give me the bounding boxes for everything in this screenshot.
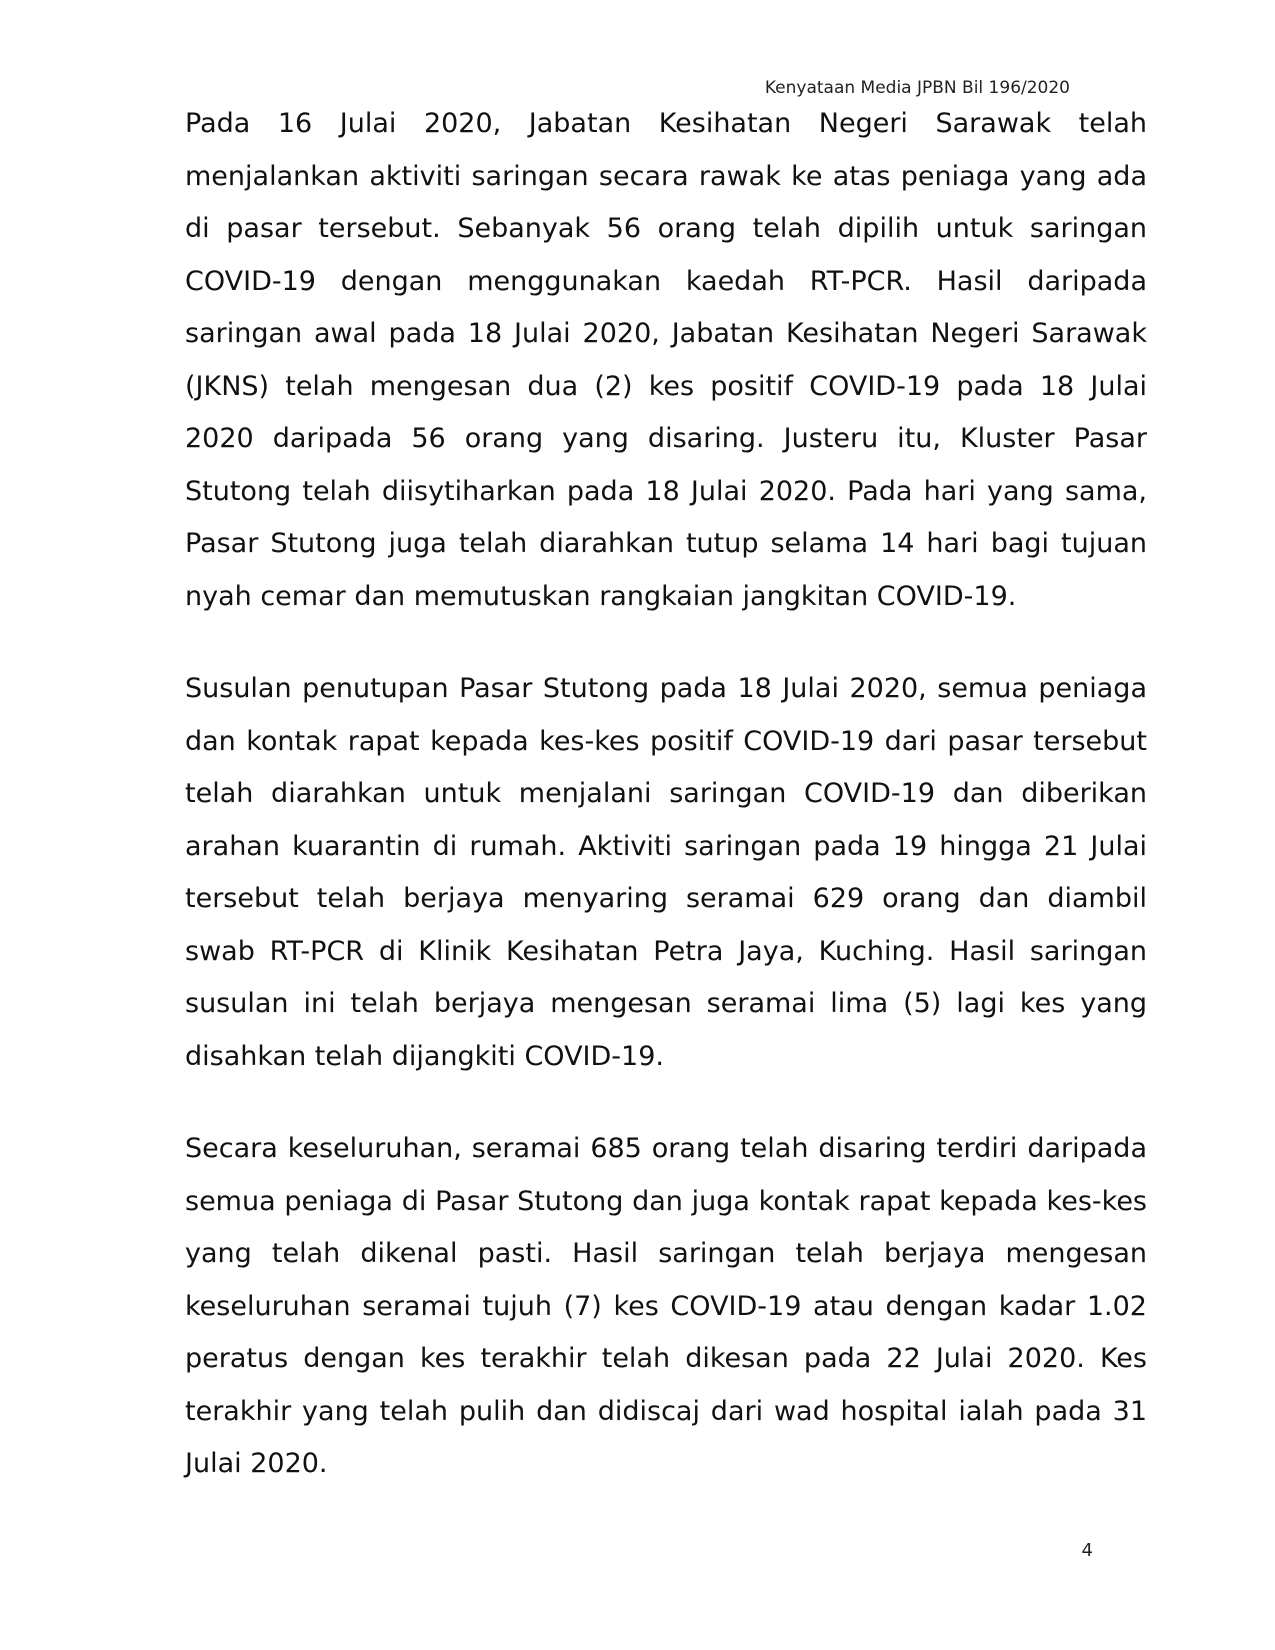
paragraph-1: Pada 16 Julai 2020, Jabatan Kesihatan Negeri Sarawak telah menjalankan aktiviti saringan secara rawak ke atas peniaga yang ada di pasar tersebut. Sebanyak 56 orang telah dipilih untuk saringan COVID-19 dengan menggunakan kaedah RT-PCR. Hasil daripada saringan awal pada 18 Julai 2020, Jabatan Kesihatan Negeri Sarawak (JKNS) telah mengesan dua (2) kes positif COVID-19 pada 18 Julai 2020 daripada 56 orang yang disaring. Justeru itu, Kluster Pasar Stutong telah diisytiharkan pada 18 Julai 2020. Pada hari yang sama, Pasar Stutong juga telah diarahkan tutup selama 14 hari bagi tujuan nyah cemar dan memutuskan rangkaian jangkitan COVID-19. (185, 108, 1147, 612)
document-body (185, 98, 1147, 1531)
page-number: 4 (1081, 1540, 1093, 1561)
document-reference: Kenyataan Media JPBN Bil 196/2020 (764, 78, 1070, 98)
paragraph-2: Susulan penutupan Pasar Stutong pada 18 Julai 2020, semua peniaga dan kontak rapat kepada kes-kes positif COVID-19 dari pasar tersebut telah diarahkan untuk menjalani saringan COVID-19 dan diberikan arahan kuarantin di rumah. Aktiviti saringan pada 19 hingga 21 Julai tersebut telah berjaya menyaring seramai 629 orang dan diambil swab RT-PCR di Klinik Kesihatan Petra Jaya, Kuching. Hasil saringan susulan ini telah berjaya mengesan seramai lima (5) lagi kes yang disahkan telah dijangkiti COVID-19. (185, 673, 1147, 1072)
paragraph-3: Secara keseluruhan, seramai 685 orang telah disaring terdiri daripada semua peniaga di Pasar Stutong dan juga kontak rapat kepada kes-kes yang telah dikenal pasti. Hasil saringan telah berjaya mengesan keseluruhan seramai tujuh (7) kes COVID-19 atau dengan kadar 1.02 peratus dengan kes terakhir telah dikesan pada 22 Julai 2020. Kes terakhir yang telah pulih dan didiscaj dari wad hospital ialah pada 31 Julai 2020. (185, 1133, 1147, 1479)
